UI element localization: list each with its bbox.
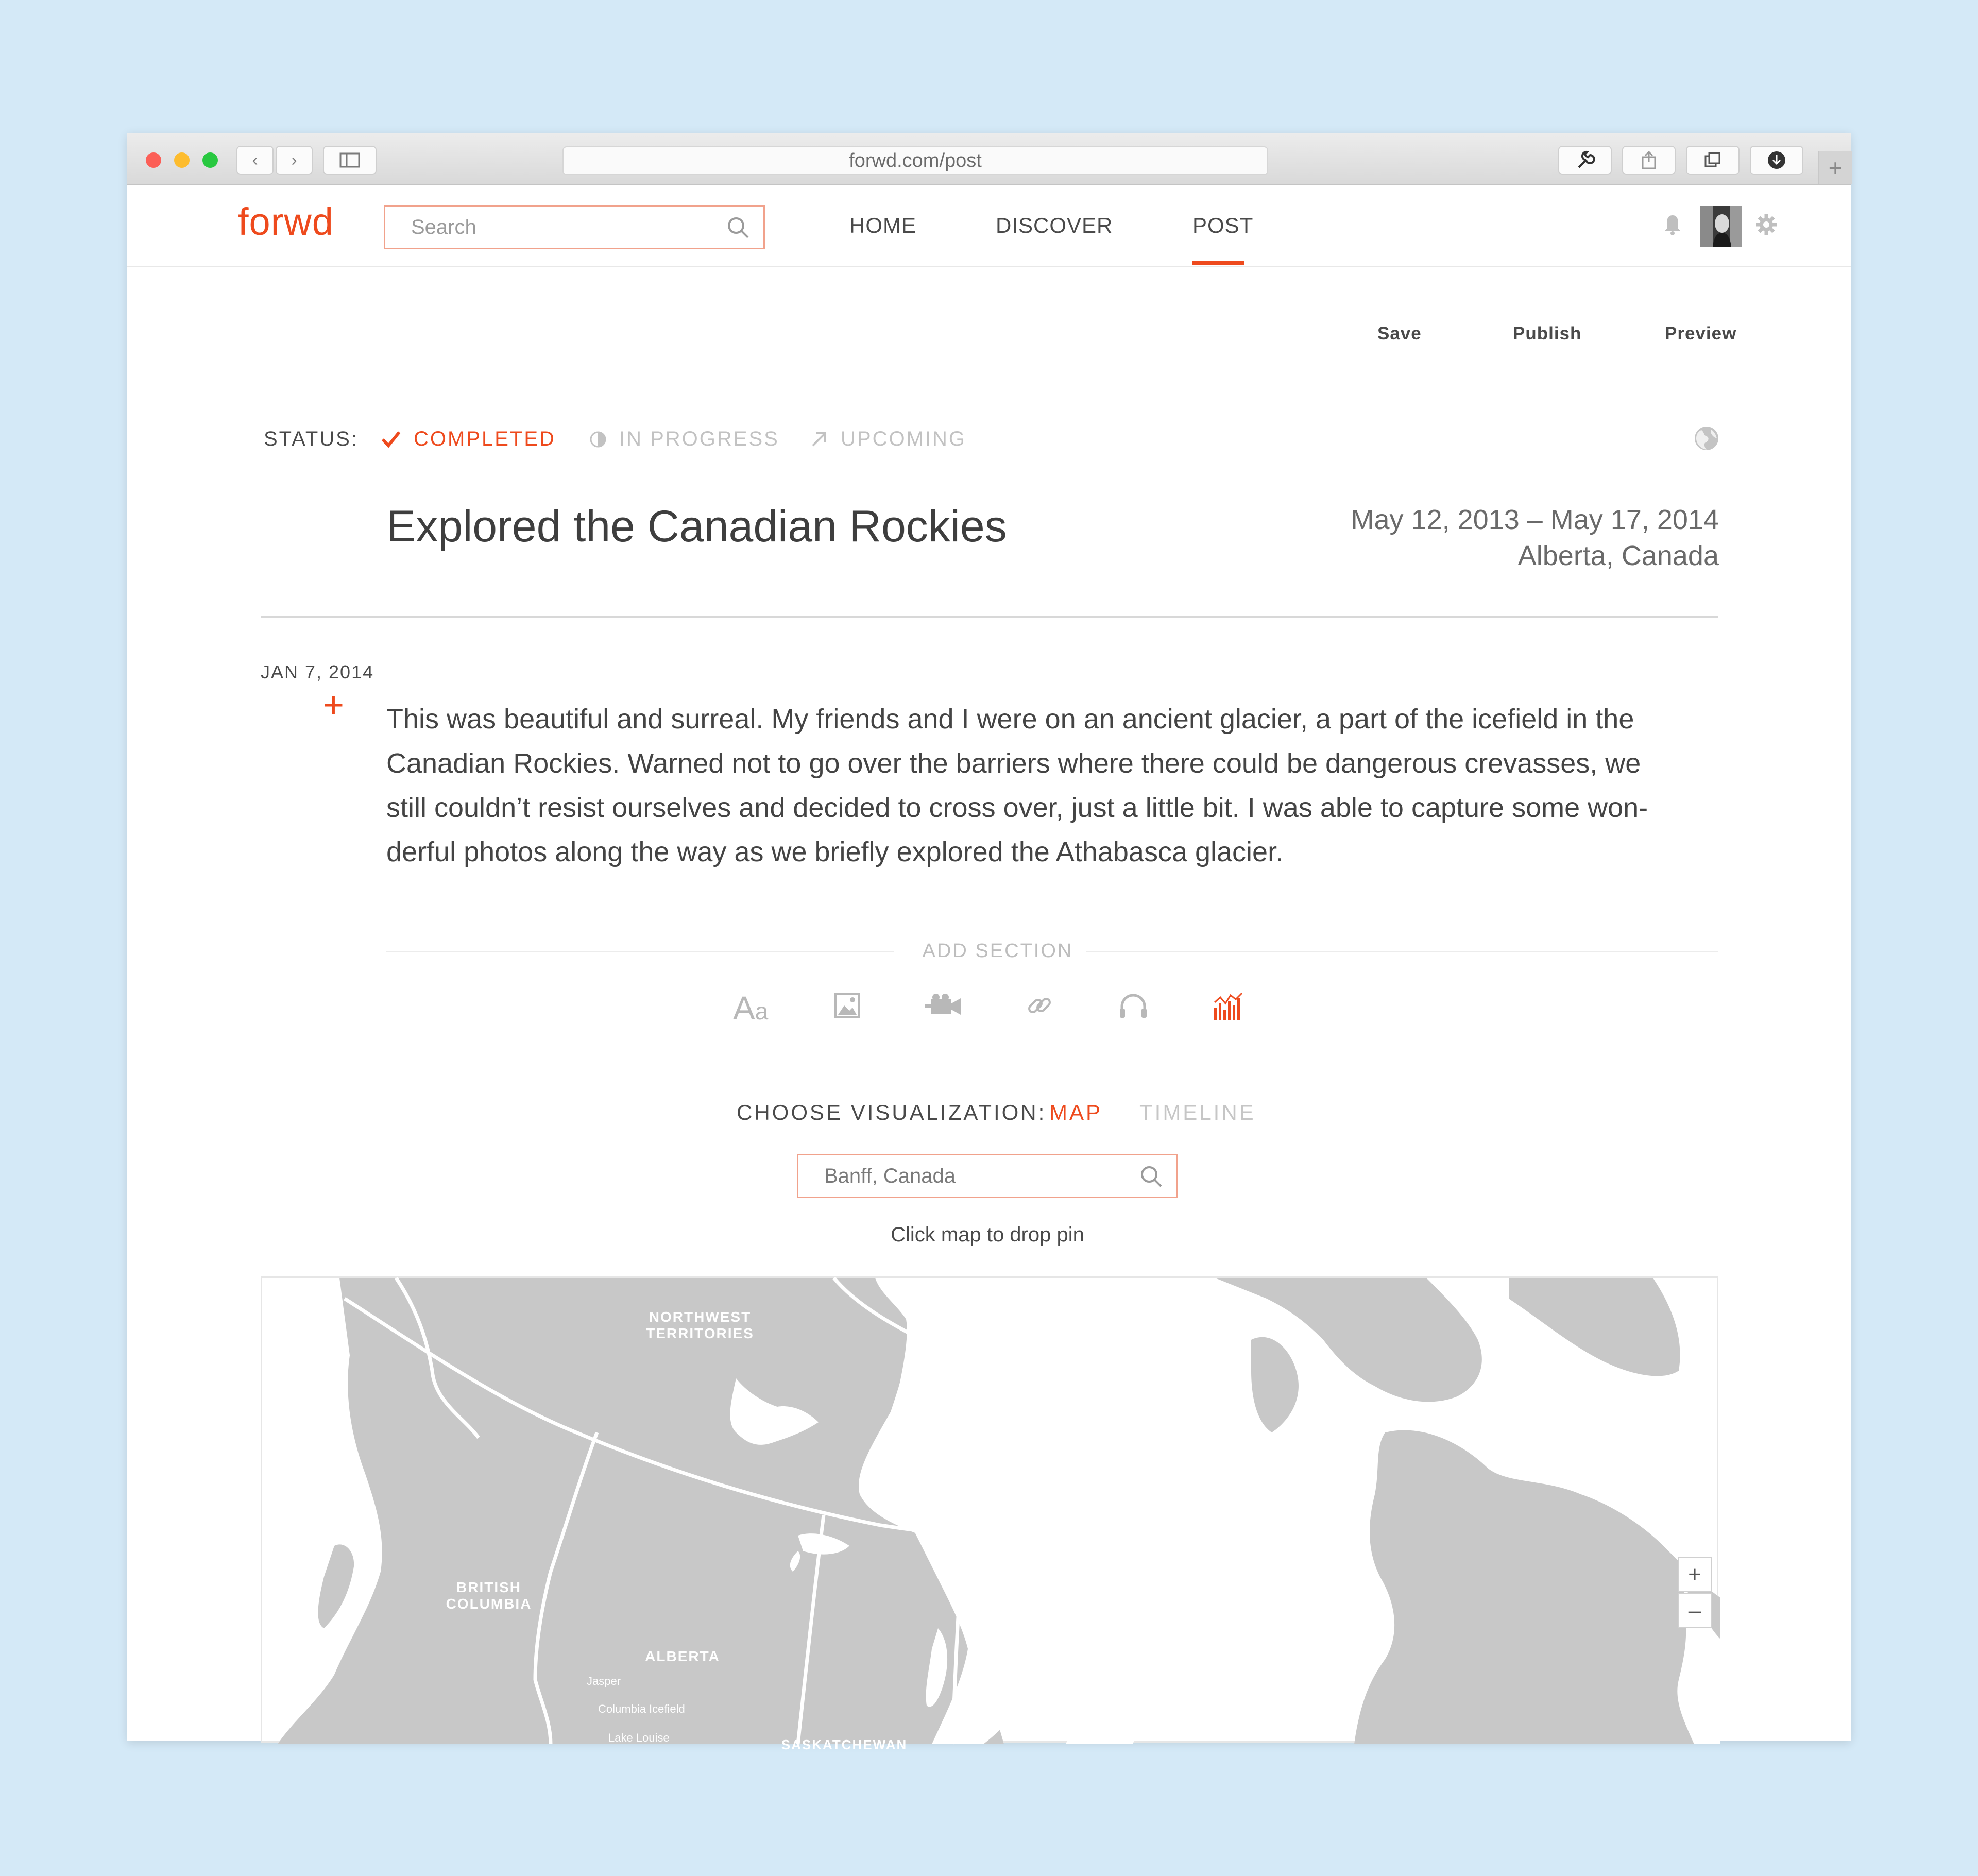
tabs-button[interactable] [1686, 146, 1740, 175]
link-icon[interactable] [1026, 992, 1053, 1019]
title-divider [261, 616, 1718, 618]
nav-discover[interactable]: DISCOVER [996, 213, 1113, 237]
nav-post[interactable]: POST [1192, 213, 1254, 237]
map-canvas[interactable] [261, 1276, 1718, 1752]
label-manitoba: MANITOBA [998, 1681, 1084, 1697]
label-jasper: Jasper [587, 1675, 621, 1687]
active-nav-indicator [1192, 261, 1244, 265]
land-east [1354, 1430, 1720, 1744]
chart-icon[interactable] [1213, 992, 1244, 1021]
address-bar[interactable] [562, 146, 1268, 175]
entry-text[interactable] [386, 697, 1731, 874]
new-tab-button[interactable] [1818, 151, 1852, 184]
search-placeholder: Search [411, 215, 476, 238]
map-zoom-out-button[interactable]: – [1678, 1593, 1712, 1628]
publish-button[interactable]: Publish [1513, 323, 1582, 344]
downloads-button[interactable] [1750, 146, 1803, 175]
label-alberta: ALBERTA [645, 1648, 720, 1664]
entry-line: This was beautiful and surreal. My friends and I were on an ancient glacier, a part of the icefield in the [386, 704, 1634, 735]
island-vancouver [318, 1544, 354, 1628]
status-upcoming[interactable] [810, 428, 966, 451]
search-icon[interactable] [726, 216, 750, 240]
extension-button[interactable] [1558, 146, 1612, 175]
nav-home[interactable]: HOME [849, 213, 916, 237]
james-bay [1058, 1542, 1191, 1744]
plus-icon: + [1828, 154, 1843, 181]
share-button[interactable] [1622, 146, 1676, 175]
label-saskatchewan: SASKATCHEWAN [781, 1737, 908, 1752]
entry-line: still couldn’t resist ourselves and decided to cross over, just a little bit. I was able to capture some won- [386, 792, 1648, 823]
status-in-progress[interactable] [589, 428, 779, 451]
status-label: STATUS: [264, 428, 359, 450]
viz-option-map[interactable]: MAP [1049, 1100, 1103, 1124]
gear-icon[interactable] [1755, 213, 1778, 236]
forward-button[interactable] [276, 146, 313, 175]
label-bc-1: BRITISH [456, 1579, 521, 1595]
search-input[interactable] [384, 205, 765, 249]
label-columbia-icefield: Columbia Icefield [598, 1702, 685, 1715]
chevron-left-icon: ‹ [252, 150, 258, 170]
location-search-value: Banff, Canada [824, 1164, 956, 1187]
entry-line: Canadian Rockies. Warned not to go over the barriers where there could be dangerous crevasses, we [386, 748, 1641, 779]
label-bc-2: COLUMBIA [446, 1596, 532, 1612]
zoom-window-button[interactable] [202, 152, 218, 168]
entry-date: JAN 7, 2014 [261, 661, 374, 683]
choose-visualization-label: CHOOSE VISUALIZATION: [737, 1100, 1047, 1124]
avatar[interactable] [1700, 206, 1742, 247]
status-in-progress-label: IN PROGRESS [619, 428, 779, 450]
map-graphic [262, 1278, 1720, 1752]
download-icon [1767, 150, 1786, 170]
chevron-right-icon: › [291, 150, 297, 170]
island-arctic [1509, 1278, 1680, 1376]
audio-icon[interactable] [1119, 992, 1148, 1019]
map-zoom-in-button[interactable]: + [1678, 1557, 1712, 1592]
post-location[interactable]: Alberta, Canada [1517, 540, 1719, 571]
status-upcoming-label: UPCOMING [841, 428, 966, 450]
label-nwt-2: TERRITORIES [646, 1325, 754, 1341]
browser-toolbar [127, 133, 1851, 185]
map-hint: Click map to drop pin [891, 1223, 1084, 1246]
back-button[interactable] [236, 146, 274, 175]
tabs-icon [1703, 151, 1722, 169]
location-search-input[interactable] [797, 1154, 1178, 1198]
browser-window [127, 133, 1851, 1752]
add-section-label: ADD SECTION [922, 940, 1073, 962]
save-button[interactable]: Save [1377, 323, 1422, 344]
arrow-up-right-icon [810, 430, 828, 449]
status-completed[interactable] [381, 428, 556, 451]
add-section-rule-right [1086, 951, 1718, 952]
image-icon[interactable] [834, 992, 861, 1019]
text-icon[interactable]: Aa [733, 990, 769, 1027]
post-title[interactable]: Explored the Canadian Rockies [386, 502, 1007, 551]
status-completed-label: COMPLETED [414, 428, 556, 450]
video-icon[interactable] [925, 992, 963, 1019]
check-icon [381, 430, 401, 449]
post-date-range[interactable]: May 12, 2013 – May 17, 2014 [1351, 504, 1719, 535]
viz-option-timeline[interactable]: TIMELINE [1139, 1100, 1256, 1124]
site-header [127, 184, 1851, 267]
wrench-icon [1575, 150, 1595, 170]
preview-button[interactable]: Preview [1665, 323, 1737, 344]
minimize-window-button[interactable] [174, 152, 190, 168]
label-lake-louise: Lake Louise [608, 1731, 670, 1744]
entry-line: derful photos along the way as we briefly explored the Athabasca glacier. [386, 837, 1284, 867]
share-icon [1640, 150, 1658, 170]
search-icon[interactable] [1139, 1165, 1163, 1188]
add-section-rule-left [386, 951, 894, 952]
sidebar-toggle-button[interactable] [323, 146, 377, 175]
forwd-logo[interactable]: forwd [238, 200, 334, 243]
land-mass [278, 1278, 1004, 1744]
sidebar-icon [339, 152, 360, 168]
label-nwt-1: NORTHWEST [649, 1309, 752, 1325]
half-circle-icon [589, 431, 607, 448]
bell-icon[interactable] [1662, 213, 1683, 236]
island-north [1251, 1337, 1299, 1432]
avatar-image [1700, 206, 1742, 247]
close-window-button[interactable] [146, 152, 161, 168]
add-entry-button[interactable]: + [323, 685, 344, 725]
url-text: forwd.com/post [849, 149, 982, 172]
globe-icon[interactable] [1693, 425, 1720, 452]
